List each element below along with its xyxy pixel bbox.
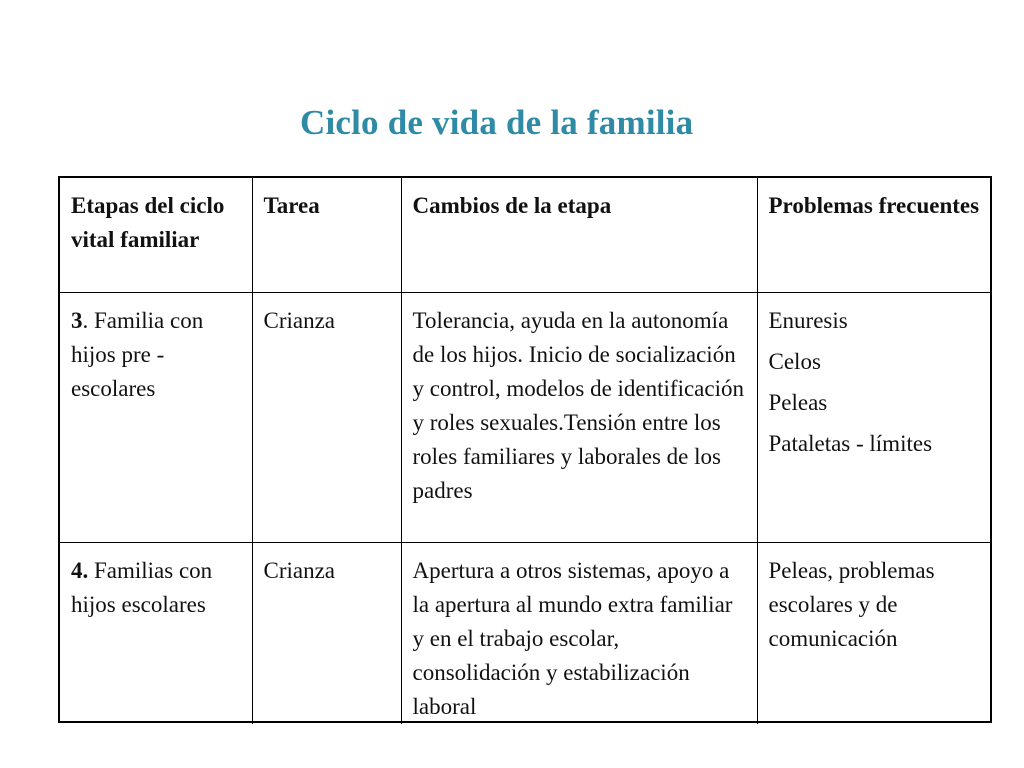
stage-text: . Familia con hijos pre - escolares bbox=[71, 307, 204, 401]
lifecycle-table-grid bbox=[60, 178, 990, 724]
header-task: Tarea bbox=[252, 178, 401, 292]
task-cell: Crianza bbox=[252, 292, 401, 542]
table-row bbox=[60, 292, 990, 542]
problem-item: Pataletas - límites bbox=[768, 430, 933, 456]
header-problems: Problemas frecuentes bbox=[757, 178, 990, 292]
problem-item: Peleas, problemas escolares y de comunicación bbox=[768, 557, 935, 651]
stage-cell bbox=[60, 542, 252, 724]
changes-cell: Tolerancia, ayuda en la autonomía de los hijos. Inicio de socialización y control, modelos de identificación y roles sexuales.Tensión entre los roles familiares y laborales de los padres bbox=[401, 292, 757, 542]
family-lifecycle-table bbox=[58, 176, 992, 723]
problem-item: Enuresis bbox=[768, 307, 848, 333]
problems-cell bbox=[757, 292, 990, 542]
problem-item: Peleas bbox=[768, 389, 828, 415]
header-stages: Etapas del ciclo vital familiar bbox=[60, 178, 252, 292]
task-cell: Crianza bbox=[252, 542, 401, 724]
problems-cell bbox=[757, 542, 990, 724]
table-header-row bbox=[60, 178, 990, 292]
stage-number: 3 bbox=[71, 307, 83, 333]
changes-cell: Apertura a otros sistemas, apoyo a la apertura al mundo extra familiar y en el trabajo escolar, consolidación y estabilización laboral bbox=[401, 542, 757, 724]
header-changes: Cambios de la etapa bbox=[401, 178, 757, 292]
slide-title: Ciclo de vida de la familia bbox=[300, 103, 694, 142]
stage-text: Familias con hijos escolares bbox=[71, 557, 213, 617]
stage-cell bbox=[60, 292, 252, 542]
problem-item: Celos bbox=[768, 348, 821, 374]
table-row bbox=[60, 542, 990, 724]
stage-number: 4. bbox=[71, 557, 89, 583]
